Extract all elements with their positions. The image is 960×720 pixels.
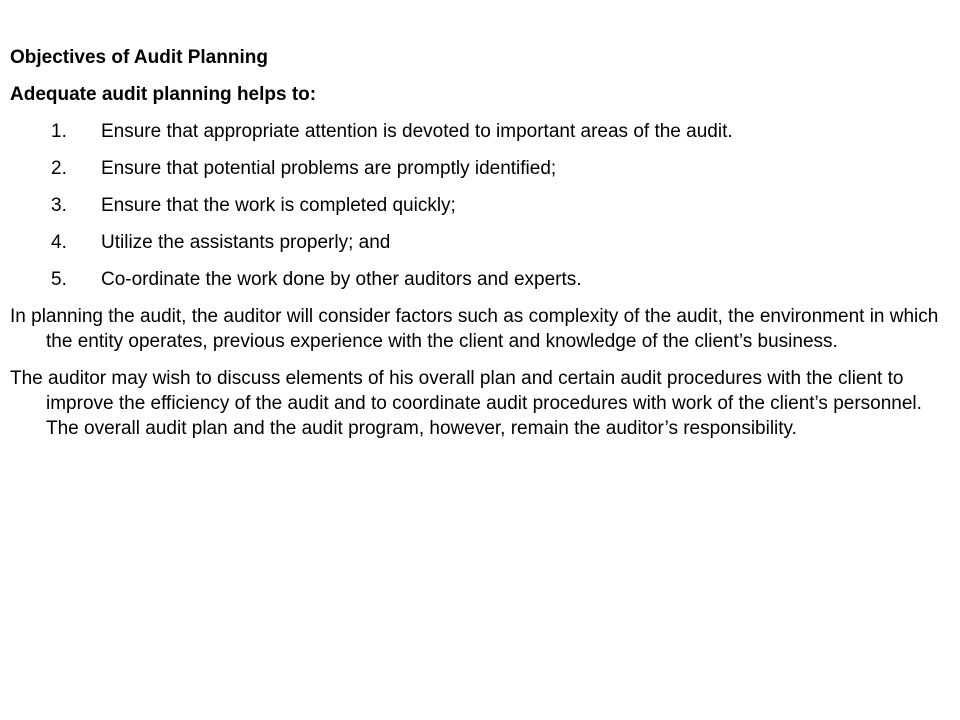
list-item-number: 2.	[51, 158, 67, 179]
list-item-text: Ensure that potential problems are promptly identified;	[101, 158, 557, 179]
list-item	[10, 193, 955, 218]
list-item-text: Utilize the assistants properly; and	[101, 232, 391, 253]
list-intro-heading: Adequate audit planning helps to:	[10, 84, 317, 105]
list-item	[10, 156, 955, 181]
list-item	[10, 119, 955, 144]
slide-content	[10, 45, 955, 453]
list-item-text: Ensure that the work is completed quickly;	[101, 195, 456, 216]
list-item-number: 1.	[51, 121, 67, 142]
list-item-number: 5.	[51, 269, 67, 290]
list-item-number: 4.	[51, 232, 67, 253]
list-item-number: 3.	[51, 195, 67, 216]
objectives-list	[10, 119, 955, 292]
planning-factors-paragraph: In planning the audit, the auditor will consider factors such as complexity of the audit, the environment in which the entity operates, previous experience with the client and knowledge of the client’s business.	[10, 306, 939, 352]
document-title: Objectives of Audit Planning	[10, 47, 268, 68]
list-item-text: Ensure that appropriate attention is devoted to important areas of the audit.	[101, 121, 733, 142]
list-item-text: Co-ordinate the work done by other auditors and experts.	[101, 269, 582, 290]
client-discussion-paragraph: The auditor may wish to discuss elements of his overall plan and certain audit procedures with the client to improve the efficiency of the audit and to coordinate audit procedures with work of the client’s personnel. The overall audit plan and the audit program, however, remain the auditor’s responsibility.	[10, 368, 922, 439]
list-item	[10, 267, 955, 292]
list-item	[10, 230, 955, 255]
